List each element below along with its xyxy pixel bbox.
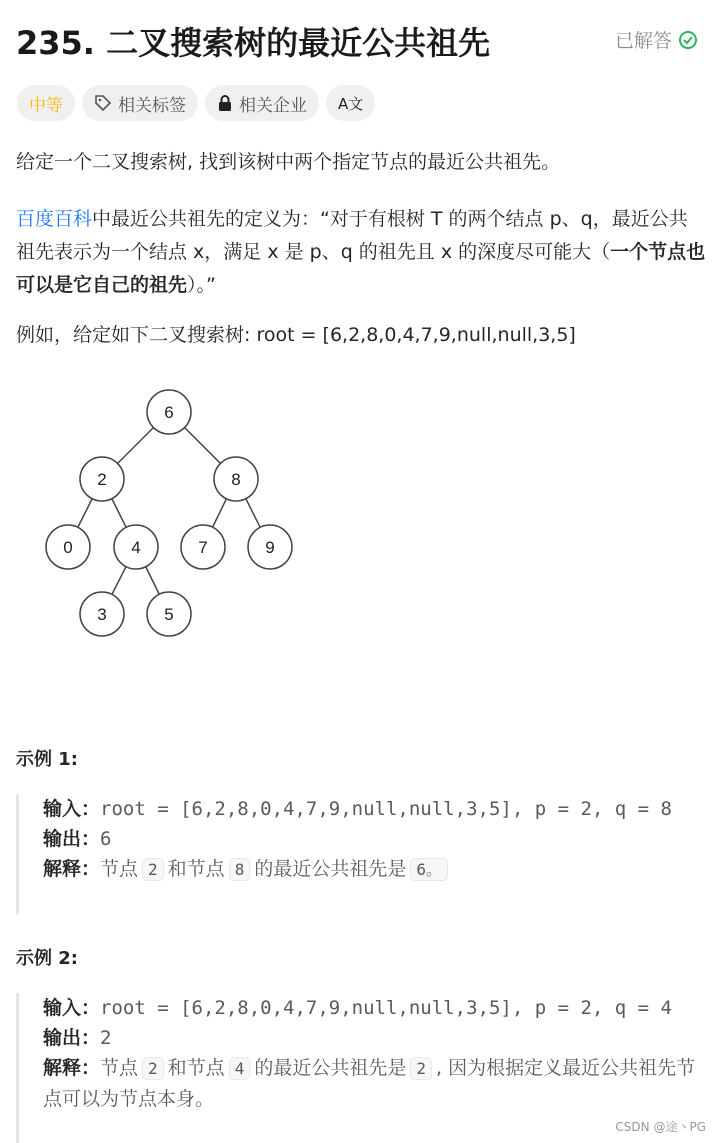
difficulty-badge: 中等	[17, 85, 75, 121]
watermark: CSDN @途丶PG	[615, 1120, 706, 1134]
output-label: 输出：	[43, 1027, 101, 1049]
companies-label: 相关企业	[239, 95, 307, 116]
translate-button[interactable]	[326, 85, 375, 121]
explain-text: 的最近公共祖先是	[254, 858, 407, 880]
topics-label: 相关标签	[118, 95, 186, 116]
companies-tag-button[interactable]	[205, 85, 319, 121]
inline-code: 2	[410, 1057, 432, 1080]
explain-text: 和节点	[167, 1057, 225, 1079]
translate-icon: A文	[338, 94, 364, 113]
solved-label: 已解答	[614, 30, 672, 52]
explain-text: 和节点	[167, 858, 225, 880]
inline-code: 4	[229, 1057, 251, 1080]
example-2	[16, 993, 703, 1143]
inline-code: 2	[142, 1057, 164, 1080]
tree-node-label: 7	[198, 538, 208, 557]
example-2-heading: 示例 2:	[16, 948, 78, 969]
explain-text: 节点	[100, 858, 139, 880]
output-value: 6	[100, 828, 112, 850]
description-p2	[16, 203, 706, 302]
topics-tag-button[interactable]	[82, 85, 198, 121]
tree-node-label: 6	[164, 403, 174, 422]
example-1	[16, 794, 703, 914]
tree-node-label: 9	[265, 538, 275, 557]
description-p3: 例如，给定如下二叉搜索树: root = [6,2,8,0,4,7,9,null,null,3,5]	[16, 324, 576, 346]
inline-code: 2	[142, 858, 164, 881]
tree-node-label: 3	[97, 605, 107, 624]
input-label: 输入：	[43, 798, 101, 820]
solved-status	[615, 26, 698, 53]
definition-text: 中最近公共祖先的定义为：“对于有根树 T 的两个结点 p、q，最近公共祖先表示为一个结点 x，满足 x 是 p、q 的祖先且 x 的深度尽可能大（	[16, 208, 688, 263]
problem-title: 235. 二叉搜索树的最近公共祖先	[16, 24, 491, 62]
tree-node-label: 8	[231, 470, 241, 489]
baike-link[interactable]: 百度百科	[16, 208, 93, 230]
explain-label: 解释：	[43, 1057, 101, 1079]
tree-node-label: 0	[63, 538, 73, 557]
output-value: 2	[100, 1027, 112, 1049]
input-label: 输入：	[43, 997, 101, 1019]
input-value: root = [6,2,8,0,4,7,9,null,null,3,5], p = 2, q = 4	[100, 997, 672, 1019]
description-p1: 给定一个二叉搜索树, 找到该树中两个指定节点的最近公共祖先。	[16, 151, 561, 173]
explain-label: 解释：	[43, 858, 101, 880]
definition-end: ）。”	[187, 274, 216, 296]
inline-code: 6。	[410, 858, 448, 881]
tree-node-label: 5	[164, 605, 174, 624]
explain-text: , 因为根据定义最近公共祖先节点可以为节点本身。	[43, 1057, 696, 1110]
tag-icon	[94, 94, 112, 112]
inline-code: 8	[229, 858, 251, 881]
check-circle-icon	[678, 30, 698, 50]
output-label: 输出：	[43, 828, 101, 850]
tree-node-label: 2	[97, 470, 107, 489]
input-value: root = [6,2,8,0,4,7,9,null,null,3,5], p = 2, q = 8	[100, 798, 672, 820]
explain-text: 节点	[100, 1057, 139, 1079]
explain-text: 的最近公共祖先是	[254, 1057, 407, 1079]
definition-bold: 一个节点也可以是它自己的祖先	[16, 241, 706, 296]
binary-tree-diagram	[0, 380, 320, 650]
example-1-heading: 示例 1:	[16, 749, 78, 770]
lock-icon	[217, 94, 233, 112]
tree-node-label: 4	[131, 538, 141, 557]
